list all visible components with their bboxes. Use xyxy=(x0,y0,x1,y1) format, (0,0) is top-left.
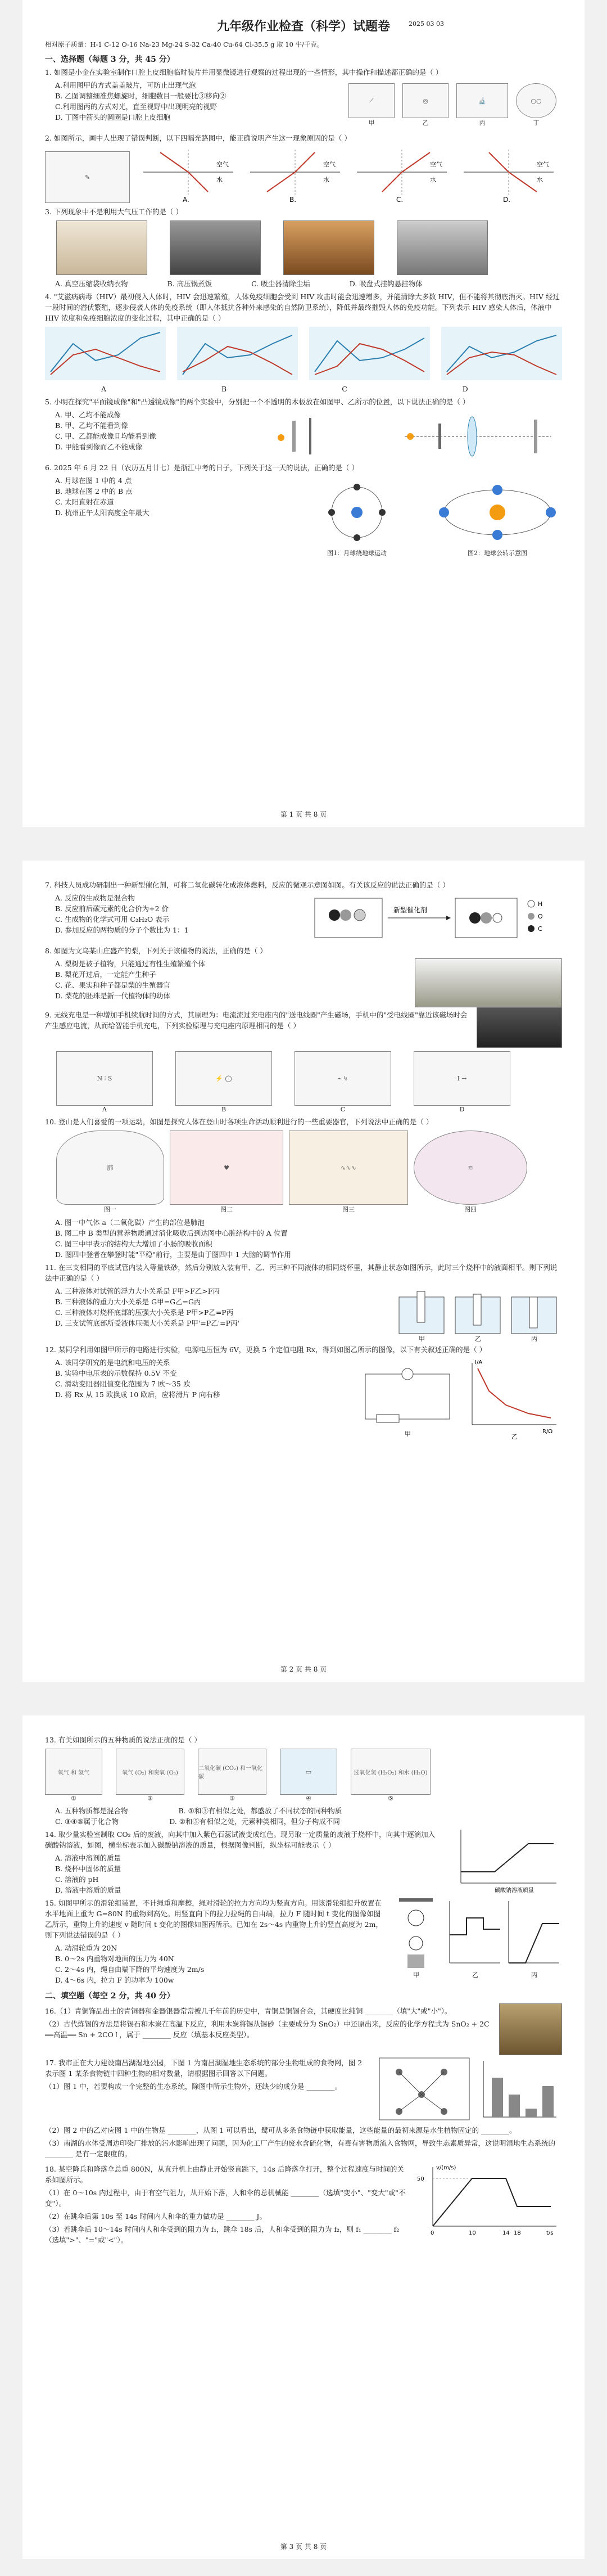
q2-figures xyxy=(45,147,562,203)
page-3 xyxy=(22,1715,585,2559)
page-number: 第 2 页 共 8 页 xyxy=(280,1665,327,1673)
microscope-focus-figure: ◎ xyxy=(402,83,449,118)
option: B. 甲、乙均不能看到像 xyxy=(55,421,128,430)
lungs-figure: 肺 xyxy=(56,1131,164,1205)
question-16b: （2）古代炼锡的方法是将锡石和木炭在高温下反应，利用木炭将锡从锡砂（主要成分为 SnO₂）中还原出来，反应的化学方程式为 SnO₂ + 2C ══高温══ Sn + 2CO↑，属于 ________ 反应（填基本反应类型）。 xyxy=(45,2020,490,2039)
light-ray xyxy=(382,172,402,192)
light-ray xyxy=(160,152,188,172)
brain-figure: ≋ xyxy=(414,1131,527,1205)
substance-3: 二氧化碳 (CO₂) 和一氧化碳 xyxy=(198,1749,266,1795)
option: B. 乙图调整细准焦螺旋时，细胞数目一般要比③移向② xyxy=(55,92,227,100)
coverslip-figure: ⟋ xyxy=(348,83,395,118)
option-label: D. xyxy=(503,196,511,203)
page-2 xyxy=(22,861,585,1682)
atomic-mass-note: 相对原子质量：H-1 C-12 O-16 Na-23 Mg-24 S-32 Ca-40 Cu-64 Cl-35.5 g 取 10 牛/千克。 xyxy=(45,40,324,48)
option: D. 溶液中溶质的质量 xyxy=(55,1886,121,1894)
page-1 xyxy=(22,0,585,827)
air-label: 空气 xyxy=(323,161,336,168)
option: C. 吸尘器清除尘垢 xyxy=(251,280,310,288)
moon-orbit-figure xyxy=(298,479,416,546)
figure-caption: 图一 xyxy=(104,1206,116,1213)
option-label: A. xyxy=(183,196,189,203)
option: C. ③④⑤属于化合物 xyxy=(55,1817,119,1826)
experiment-d: I → xyxy=(414,1051,510,1106)
figure-caption: 图二 xyxy=(220,1206,233,1213)
q10-figures xyxy=(45,1131,562,1214)
q18-velocity-graph xyxy=(416,2161,562,2240)
question-16: 16.（1）青铜饰品出土的青铜器和金器银器常常被几千年前的历史中，青铜是铜锡合金，其硬度比纯铜 ________（填"大"或"小"）。 xyxy=(45,2007,452,2015)
option: C. 图三中甲表示的结构大大增加了小肠的吸收面积 xyxy=(55,1240,212,1248)
question-18c: （3）若跳伞后 10～14s 时间内人和伞受到的阻力为 f₁，跳伞 18s 后，人和伞受到的阻力为 f₂，则 f₁ ________ f₂（选填">"、"="或"<"）。 xyxy=(45,2225,400,2244)
option: C. 生成物的化学式可用 C₂H₂O 表示 xyxy=(55,915,170,924)
q14-graph xyxy=(450,1827,562,1894)
option: A. 反应的生成物是混合物 xyxy=(55,894,135,902)
option: A.利用图甲的方式盖盖玻片，可防止出现气泡 xyxy=(55,81,196,89)
suction-hook-photo xyxy=(397,220,488,275)
legend-c: C xyxy=(538,925,542,933)
water-label: 水 xyxy=(537,176,543,183)
figure-caption: 丁 xyxy=(533,119,540,127)
axis-label: R/Ω xyxy=(542,1429,552,1435)
tick-label: 50 xyxy=(417,2176,424,2182)
question-4: 4. "艾滋病病毒（HIV）最初侵入人体时，HIV 会迅速繁殖，人体免疫细胞会受到 HIV 攻击时能会迅速增多，并能清除大多数 HIV，但不能将其彻底消灭。HIV 经过一段时间的潜伏繁殖，逐步侵袭人体的免疫系统（即人体抵抗各种外来感染的自然防卫系统），降低并最终摧毁人体的免疫功能。下列表示 HIV 感染人体后，体液中 HIV 浓度和免疫细胞浓度的变化过程，其中正确的是（ ） xyxy=(45,292,560,322)
hiv-graph-a xyxy=(45,327,166,380)
substance-1: 氧气 和 氢气 xyxy=(45,1749,102,1795)
option: D. 吸盘式挂钩悬挂物体 xyxy=(349,280,423,288)
option: B. 三种液体的重力大小关系是 G甲=G乙=G丙 xyxy=(55,1298,201,1306)
earth-orbit-figure xyxy=(433,479,562,546)
graph-label: 乙 xyxy=(511,1433,518,1440)
option: A. 三种液体对试管的浮力大小关系是 F甲>F乙>F丙 xyxy=(55,1287,220,1295)
beaker-label: 甲 xyxy=(419,1335,425,1342)
section-heading: 二、填空题（每空 2 分，共 40 分） xyxy=(45,1992,175,2001)
option: A. 图一中气体 a（二氧化碳）产生的部位是肺泡 xyxy=(55,1218,205,1227)
figure-caption: 图三 xyxy=(342,1206,355,1213)
option: D. 甲能看到像而乙不能成像 xyxy=(55,443,143,451)
option: A. 溶液中溶剂的质量 xyxy=(55,1854,121,1862)
substance-4: ▭ xyxy=(280,1749,337,1795)
graph-label: D xyxy=(462,385,468,393)
axis-label: 碳酸钠溶液质量 xyxy=(495,1888,534,1894)
fishing-cartoon-figure: ✎ xyxy=(45,151,130,203)
question-14: 14. 取少量实验室制取 CO₂ 后的废液，向其中加入紫色石蕊试液变成红色。现另取一定质量的废液于烧杯中，向其中逐滴加入碳酸钠溶液，如图，横坐标表示加入碳酸钠溶液的质量，根据图像判断，纵坐标可能表示（ ） xyxy=(45,1830,436,1849)
question-17a: （1）图 1 中，若要构成一个完整的生态系统，除图中所示生物外，还缺少的成分是 ________。 xyxy=(45,2082,342,2091)
substance-2: 氧气 (O₂) 和臭氧 (O₃) xyxy=(116,1749,184,1795)
question-8: 8. 如图为文乌某山庄盛产的梨，下列关于该植物的说法，正确的是（ ） xyxy=(45,947,267,955)
figure-caption: 图四 xyxy=(464,1206,477,1213)
q9-experiments xyxy=(45,1051,562,1113)
hiv-graph-d xyxy=(441,327,562,380)
option: B. 高压锅煮饭 xyxy=(167,280,212,288)
option: B. 烧杯中固体的质量 xyxy=(55,1865,121,1873)
q3-photos xyxy=(45,220,562,275)
figure-caption: ⑤ xyxy=(388,1795,393,1802)
wireless-charger-photo xyxy=(477,1007,562,1048)
q11-beakers xyxy=(393,1286,562,1342)
option: C. 花、果实和种子都是梨的生殖器官 xyxy=(55,981,170,989)
q1-figures xyxy=(348,83,562,127)
option: A. 动滑轮重为 20N xyxy=(55,1944,117,1952)
option: D. 参加反应的两物质的分子个数比为 1：1 xyxy=(55,926,189,934)
option: C. 太阳直射在赤道 xyxy=(55,498,114,506)
figure-caption: 图2：地球公转示意图 xyxy=(468,550,527,557)
option: C. 溶液的 pH xyxy=(55,1875,99,1884)
option: B. 图二中 B 类型的营养物质通过消化吸收后到达图中心脏结构中的 A 位置 xyxy=(55,1229,288,1237)
digestive-figure: ∿∿∿ xyxy=(289,1131,408,1205)
option: D. 杭州正午太阳高度全年最大 xyxy=(55,508,150,517)
figure-caption: ④ xyxy=(306,1795,311,1802)
hiv-graph-c xyxy=(309,327,430,380)
light-ray xyxy=(402,152,430,172)
option-label: B. xyxy=(289,196,297,203)
figure-caption: 乙 xyxy=(472,1971,478,1979)
substance-5: 过氧化氢 (H₂O₂) 和水 (H₂O) xyxy=(351,1749,431,1795)
air-label: 空气 xyxy=(537,161,550,168)
figure-caption: ② xyxy=(147,1795,153,1802)
option: C. 2～4s 内，绳自由端下降的平均速度为 2m/s xyxy=(55,1965,205,1974)
legend-o: O xyxy=(538,913,543,920)
option: D. 丁图中箭头的圆圈是口腔上皮细胞 xyxy=(55,113,171,121)
q15-figures xyxy=(393,1895,562,1980)
question-5: 5. 小明在探究"平面镜成像"和"凸透镜成像"的两个实验中，分别把一个不透明的木板放在如图甲、乙所示的位置，以下说法正确的是（ ） xyxy=(45,398,470,406)
pear-tree-photo xyxy=(415,958,562,1007)
axis-label: t/s xyxy=(546,2230,554,2236)
question-17b: （2）图 2 中的乙对应图 1 中的生物是 ________，从图 1 可以看出，鹭可从多条食物链中获取能量，这些能量的最初来源是水生植物固定的 ________。 xyxy=(45,2126,517,2134)
figure-caption: 丙 xyxy=(479,119,486,127)
option: D. 三支试管底部所受液体压强大小关系是 P甲'=P乙'=P丙' xyxy=(55,1319,239,1327)
figure-caption: ① xyxy=(71,1795,76,1802)
question-18: 18. 某空降兵和降落伞总重 800N，从直升机上由静止开始竖直跳下，14s 后降落伞打开，整个过程速度与时间的关系如图所示。 xyxy=(45,2165,404,2184)
option: D. 梨花的胚珠是新一代植物体的幼体 xyxy=(55,992,171,1000)
graph-label: B xyxy=(221,385,227,393)
q5-optics-figure xyxy=(270,409,562,460)
vacuum-cleaner-photo xyxy=(283,220,374,275)
option: B. 梨花开过后，一定能产生种子 xyxy=(55,970,156,979)
question-9: 9. 无线充电是一种增加手机续航时间的方式，其原理为：电流流过充电座内的"送电线圈"产生磁场，手机中的"受电线圈"靠近该磁场时会产生感应电流，从而给智能手机充电，下列实验原理与充电座内原理相同的是（ ） xyxy=(45,1011,468,1030)
tick-label: 0 xyxy=(431,2230,434,2236)
option: A. 真空压缩袋收纳衣物 xyxy=(55,280,128,288)
q4-graphs xyxy=(45,327,562,380)
section-heading: 一、选择题（每题 3 分，共 45 分） xyxy=(45,55,175,64)
circuit-label: 甲 xyxy=(405,1430,411,1438)
light-ray xyxy=(295,152,315,172)
question-18b: （2）在跳伞后第 10s 至 14s 时间内人和伞的重力做功是 ________ J。 xyxy=(45,2212,266,2221)
page-number: 第 1 页 共 8 页 xyxy=(280,810,327,818)
q17-food-web xyxy=(377,2055,562,2123)
page-number: 第 3 页 共 8 页 xyxy=(280,2543,327,2551)
option: B. 反应前后碳元素的化合价为+2 价 xyxy=(55,904,169,913)
question-17: 17. 我市正在大力建设南昌湖湿地公园，下图 1 为南昌湖湿地生态系统的部分生物组成的食物网，图 2 表示图 1 某条食物链中四种生物的相对数量，请根据图示回答以下问题。 xyxy=(45,2059,363,2078)
tick-label: 10 xyxy=(469,2230,476,2236)
axis-label: v/(m/s) xyxy=(436,2165,456,2171)
beaker-label: 丙 xyxy=(531,1335,537,1342)
q6-figures xyxy=(298,479,562,557)
option: B. 0～2s 内重物对地面的压力为 40N xyxy=(55,1954,174,1963)
question-17c: （3）南湖的水体受周边印染厂排放的污水影响出现了问题，因为化工厂产生的废水含硫化物，有毒有害物质流入食物网，导致生态素质异常，这说明湿地生态系统的 ________ 是有一定限度的。 xyxy=(45,2139,555,2158)
option: C. 三种液体对烧杯底部的压强大小关系是 P甲>P乙=P丙 xyxy=(55,1308,234,1317)
light-ray xyxy=(509,172,537,192)
figure-caption: ③ xyxy=(229,1795,235,1802)
option: B. 实验中电压表的示数保持 0.5V 不变 xyxy=(55,1369,177,1377)
question-7: 7. 科技人员成功研制出一种新型催化剂，可将二氧化碳转化成液体燃料，反应的微观示意图如图。有关该反应的说法正确的是（ ） xyxy=(45,881,450,889)
option: A. 五种物质都是混合物 xyxy=(55,1807,128,1815)
option-label: C. xyxy=(396,196,404,203)
water-label: 水 xyxy=(430,176,437,183)
question-6: 6. 2025 年 6 月 22 日（农历五月廿七）是浙江中考的日子，下列关于这一天的说法，正确的是（ ） xyxy=(45,463,359,472)
option: D. ②和⑤有相似之处，元素种类相同，但分子构成不同 xyxy=(169,1817,340,1826)
figure-caption: A xyxy=(102,1106,107,1113)
air-label: 空气 xyxy=(216,161,229,168)
question-10: 10. 登山是人们喜爱的一项运动，如图是探究人体在登山时各项生命活动顺利进行的一些重要器官，下列说法中正确的是（ ） xyxy=(45,1118,433,1126)
page-title: 九年级作业检查（科学）试题卷 xyxy=(216,19,390,34)
heart-figure: ♥ xyxy=(170,1131,283,1205)
q13-figures xyxy=(45,1749,562,1802)
light-ray xyxy=(188,172,208,192)
question-12: 12. 某同学利用如图甲所示的电路进行实验，电源电压恒为 6V，更换 5 个定值电阻 Rx，得到如图乙所示的图像，以下有关叙述正确的是（ ） xyxy=(45,1345,487,1354)
tick-label: 14 xyxy=(502,2230,510,2236)
option: D. 图四中登者在攀登时能"平稳"前行，主要是由于图四中 1 大脑的调节作用 xyxy=(55,1250,291,1259)
light-ray xyxy=(489,152,509,172)
vacuum-bag-photo xyxy=(56,220,147,275)
hiv-graph-b xyxy=(177,327,298,380)
legend-h: H xyxy=(538,900,543,908)
figure-caption: 甲 xyxy=(368,119,375,127)
bronze-artifact-photo xyxy=(499,2003,562,2055)
question-2: 2. 如图所示，画中人出现了错误判断，以下四幅光路图中，能正确说明产生这一现象原因的是（ ） xyxy=(45,134,351,142)
graph-label: A xyxy=(101,385,107,393)
figure-caption: 丙 xyxy=(531,1971,537,1979)
option: C. 滑动变阻器阻值变化范围为 7 欧～35 欧 xyxy=(55,1380,191,1388)
q2-ray-diagrams xyxy=(138,147,562,203)
option: A. 该同学研究的是电流和电压的关系 xyxy=(55,1358,170,1367)
question-13: 13. 有关如图所示的五种物质的说法正确的是（ ） xyxy=(45,1736,201,1744)
option: A. 甲、乙均不能成像 xyxy=(55,411,121,419)
q12-figures xyxy=(360,1357,562,1442)
catalyst-label: 新型催化剂 xyxy=(393,906,428,914)
question-1: 1. 如图是小金在实验室制作口腔上皮细胞临时装片并用显微镜进行观察的过程出现的一些情形，其中操作和描述都正确的是（ ） xyxy=(45,68,443,76)
option: D. 将 Rx 从 15 欧换成 10 欧后，应将滑片 P 向右移 xyxy=(55,1390,220,1399)
water-label: 水 xyxy=(216,176,223,183)
option: D. 4～6s 内，拉力 F 的功率为 100w xyxy=(55,1976,174,1984)
cells-view-figure: ○○ xyxy=(516,83,556,118)
figure-caption: 图1：月球绕地球运动 xyxy=(327,550,387,557)
experiment-a: N ⫶ S xyxy=(56,1051,153,1106)
option: A. 梨树是被子植物，只能通过有性生殖繁殖个体 xyxy=(55,960,205,968)
question-18a: （1）在 0～10s 内过程中，由于有空气阻力，从开始下落，人和伞的总机械能 ________（选填"变小"、"变大"或"不变"）。 xyxy=(45,2188,406,2208)
exam-date: 2025 03 03 xyxy=(409,20,444,28)
option: B. ①和③有相似之处，都盛放了不同状态的同种物质 xyxy=(178,1807,342,1815)
figure-caption: B xyxy=(221,1106,227,1113)
tick-label: 18 xyxy=(514,2230,521,2236)
experiment-b: ⚡ ◯ xyxy=(175,1051,272,1106)
microscope-figure: 🔬 xyxy=(456,83,508,118)
option: C.利用图丙的方式对光，直至视野中出现明亮的视野 xyxy=(55,102,218,111)
q7-reaction-diagram xyxy=(309,893,562,943)
pressure-cooker-photo xyxy=(170,220,261,275)
beaker-label: 乙 xyxy=(475,1335,481,1342)
option: A. 月球在图 1 中的 4 点 xyxy=(55,476,132,485)
question-11: 11. 在三支相同的平底试管内装入等量铁砂，然后分别放入装有甲、乙、丙三种不同液体的相同烧杯里，其静止状态如图所示，此时三个烧杯中的液面相平。则下列说法中正确的是（ ） xyxy=(45,1263,558,1282)
figure-caption: 甲 xyxy=(413,1971,419,1979)
question-15: 15. 如图甲所示的滑轮组装置，不计绳重和摩擦，绳对滑轮的拉力方向均为竖直方向。用该滑轮组提升放置在水平地面上重为 G=80N 的重物到高处。用竖直向下的拉力拉绳的自由端，拉力 F 随时间 t 变化的图像如图乙所示，重物上升的速度 v 随时间 t 变化的图像如图丙所示。已知在 2s～4s 内重物上升的竖直高度为 2m，则下列说法错误的是（ ） xyxy=(45,1899,383,1939)
option: C. 甲、乙都能成像且均能看到像 xyxy=(55,432,156,440)
figure-caption: 乙 xyxy=(422,119,429,127)
air-label: 空气 xyxy=(430,161,443,168)
figure-caption: D xyxy=(459,1106,465,1113)
question-3: 3. 下列现象中不是利用大气压工作的是（ ） xyxy=(45,208,183,216)
water-label: 水 xyxy=(323,176,330,183)
experiment-c: ⌁ ↯ xyxy=(295,1051,391,1106)
light-ray xyxy=(267,172,295,192)
option: B. 地球在图 2 中的 B 点 xyxy=(55,487,133,496)
axis-label: I/A xyxy=(475,1359,483,1366)
graph-label: C xyxy=(342,385,347,393)
figure-caption: C xyxy=(340,1106,346,1113)
